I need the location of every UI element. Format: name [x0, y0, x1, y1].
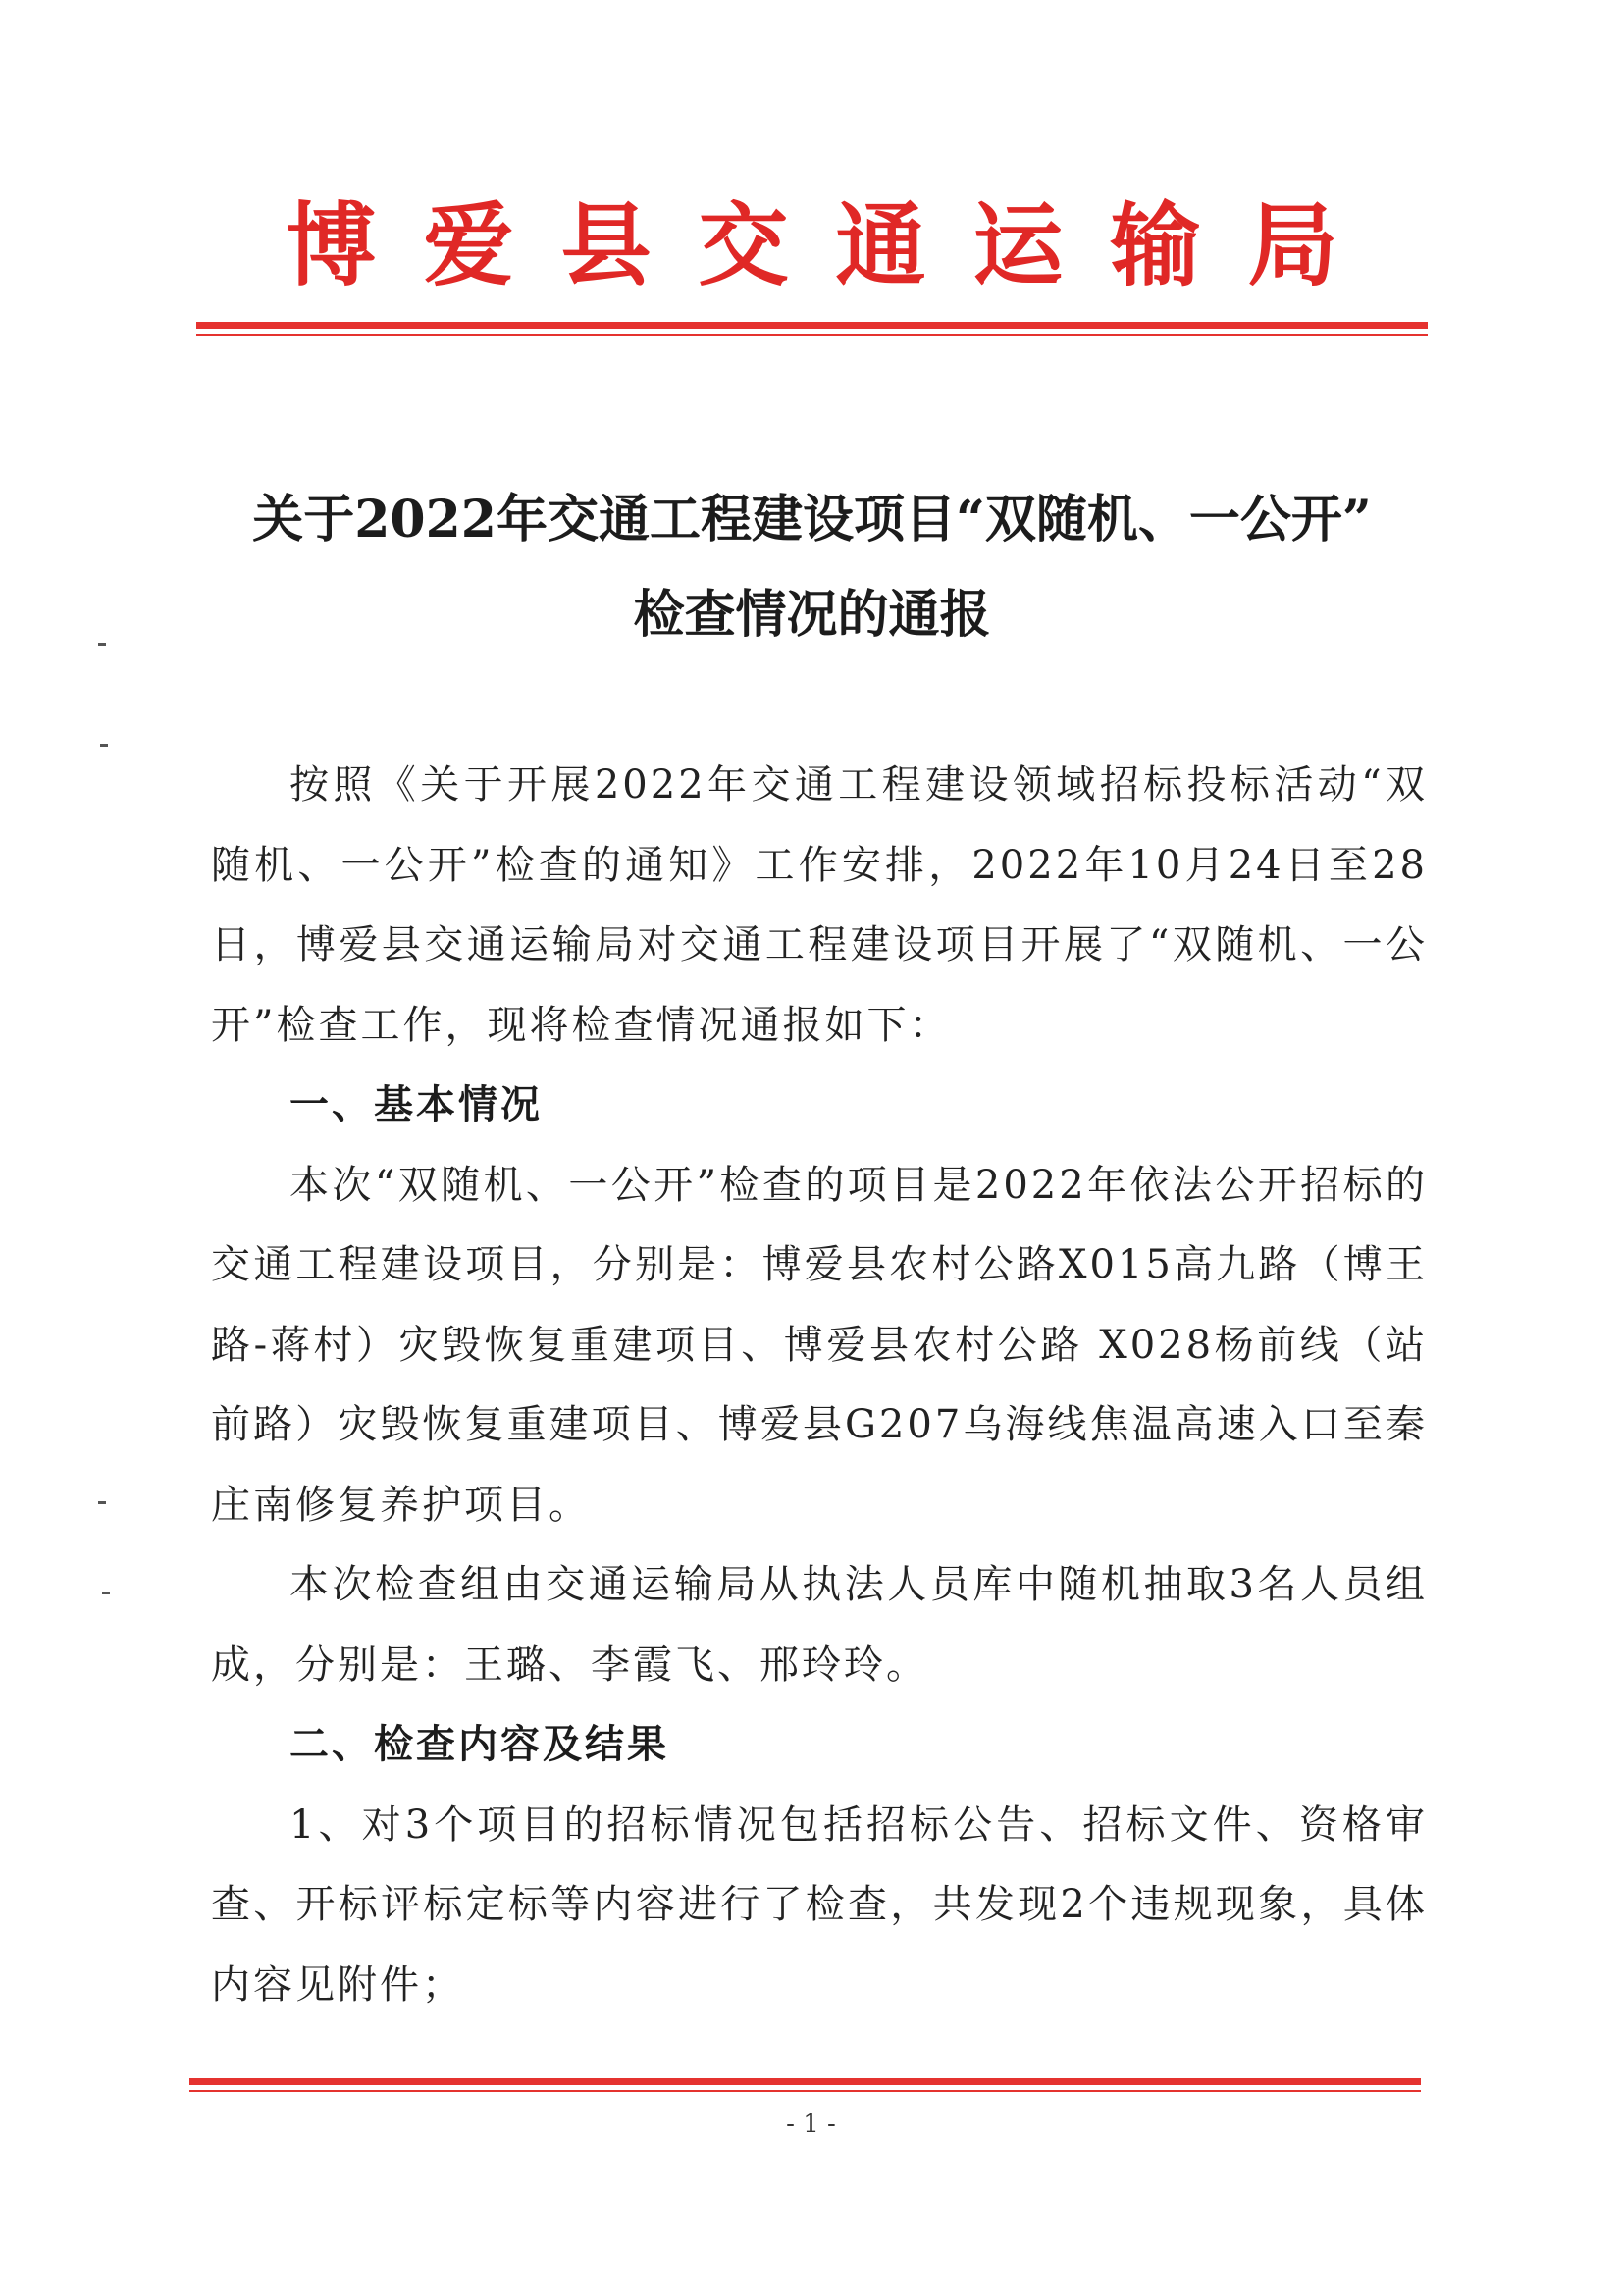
section1-heading: 一、基本情况: [289, 1082, 543, 1127]
section2-heading: 二、检查内容及结果: [289, 1722, 669, 1767]
document-title-line2: 检查情况的通报: [633, 585, 991, 645]
footer-rule-thin: [189, 2090, 1421, 2092]
document-title-line1: 关于2022年交通工程建设项目“双随机、一公开”: [252, 490, 1372, 549]
scan-speck: [100, 744, 108, 747]
page-number: - 1 -: [786, 2110, 836, 2139]
masthead-rule-thick: [196, 322, 1428, 329]
scan-speck: [102, 1592, 110, 1594]
document-body: [211, 746, 1428, 2025]
section1-paragraph2: 本次检查组由交通运输局从执法人员库中随机抽取3名人员组成，分别是：王璐、李霞飞、邢玲玲。: [211, 1562, 1428, 1688]
scan-speck: [98, 1501, 106, 1504]
section1-paragraph1: 本次“双随机、一公开”检查的项目是2022年依法公开招标的交通工程建设项目，分别是：博爱县农村公路X015高九路（博王路-蒋村）灾毁恢复重建项目、博爱县农村公路 X028杨前线（站前路）灾毁恢复重建项目、博爱县G207乌海线焦温高速入口至秦庄南修复养护项目。: [211, 1162, 1428, 1528]
masthead-rule-thin: [196, 334, 1428, 336]
intro-paragraph: 按照《关于开展2022年交通工程建设领域招标投标活动“双随机、一公开”检查的通知》工作安排，2022年10月24日至28日，博爱县交通运输局对交通工程建设项目开展了“双随机、一公开”检查工作，现将检查情况通报如下：: [211, 762, 1428, 1048]
scan-speck: [98, 643, 106, 646]
section2-paragraph1: 1、对3个项目的招标情况包括招标公告、招标文件、资格审查、开标评标定标等内容进行了检查，共发现2个违规现象，具体内容见附件；: [211, 1801, 1428, 2008]
masthead-title: 博爱县交通运输局: [286, 192, 1386, 298]
footer-rule-thick: [189, 2078, 1421, 2085]
